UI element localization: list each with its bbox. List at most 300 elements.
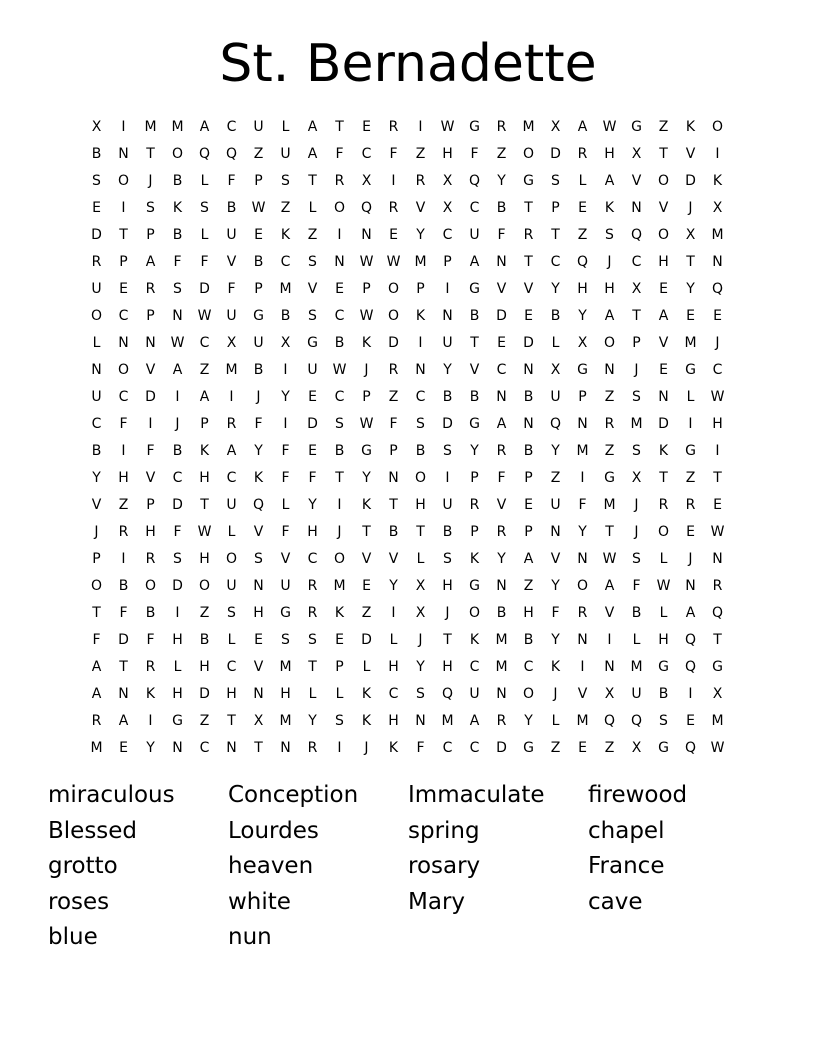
grid-letter: C	[118, 388, 129, 405]
grid-letter: C	[550, 253, 561, 270]
grid-letter: D	[658, 415, 669, 432]
grid-letter: W	[359, 415, 374, 432]
grid-letter: U	[226, 577, 237, 594]
grid-letter: H	[712, 415, 723, 432]
grid-letter: Q	[360, 199, 373, 216]
grid-letter: W	[197, 523, 212, 540]
grid-letter: K	[253, 469, 264, 486]
grid-letter: B	[523, 388, 534, 405]
grid-letter: K	[280, 226, 291, 243]
grid-letter: V	[496, 280, 507, 297]
grid-letter: N	[253, 577, 264, 594]
grid-letter: Y	[308, 712, 317, 729]
grid-letter: N	[496, 685, 507, 702]
grid-letter: S	[92, 172, 101, 189]
grid-letter: V	[253, 658, 264, 675]
grid-letter: F	[551, 604, 560, 621]
grid-letter: Y	[524, 712, 533, 729]
grid-letter: X	[685, 226, 696, 243]
grid-letter: N	[388, 469, 399, 486]
grid-letter: W	[710, 739, 725, 756]
grid-letter: R	[145, 658, 156, 675]
grid-letter: P	[119, 253, 128, 270]
grid-letter: B	[496, 199, 507, 216]
grid-letter: B	[415, 442, 426, 459]
grid-letter: M	[576, 712, 589, 729]
grid-letter: J	[445, 604, 450, 621]
grid-letter: N	[712, 253, 723, 270]
grid-letter: L	[578, 172, 587, 189]
grid-letter: L	[200, 226, 209, 243]
grid-letter: H	[199, 658, 210, 675]
grid-letter: G	[469, 577, 480, 594]
grid-letter: O	[90, 577, 103, 594]
grid-letter: W	[710, 388, 725, 405]
grid-letter: B	[172, 442, 183, 459]
grid-letter: F	[470, 145, 479, 162]
grid-letter: V	[496, 496, 507, 513]
grid-letter: V	[658, 334, 669, 351]
grid-letter: K	[172, 199, 183, 216]
grid-letter: E	[308, 442, 317, 459]
grid-letter: C	[334, 388, 345, 405]
grid-letter: S	[146, 199, 155, 216]
word-list-item: Mary	[408, 888, 466, 915]
grid-letter: U	[631, 685, 642, 702]
grid-letter: H	[442, 145, 453, 162]
grid-letter: F	[497, 469, 506, 486]
word-list-item: white	[228, 888, 291, 915]
grid-letter: W	[710, 523, 725, 540]
grid-letter: A	[199, 388, 210, 405]
grid-letter: F	[119, 604, 128, 621]
grid-letter: N	[631, 199, 642, 216]
grid-letter: V	[577, 685, 588, 702]
grid-letter: N	[577, 415, 588, 432]
grid-letter: R	[685, 496, 696, 513]
grid-letter: X	[631, 739, 642, 756]
grid-letter: R	[145, 280, 156, 297]
grid-letter: P	[254, 172, 263, 189]
grid-letter: P	[146, 307, 155, 324]
grid-letter: E	[578, 739, 587, 756]
grid-letter: P	[416, 280, 425, 297]
grid-letter: S	[443, 442, 452, 459]
grid-letter: L	[173, 658, 182, 675]
grid-letter: V	[658, 199, 669, 216]
grid-letter: M	[495, 658, 508, 675]
grid-letter: E	[524, 307, 533, 324]
grid-letter: T	[146, 145, 155, 162]
grid-letter: M	[603, 496, 616, 513]
grid-letter: R	[307, 604, 318, 621]
grid-letter: X	[361, 172, 372, 189]
grid-letter: U	[469, 685, 480, 702]
grid-letter: Y	[389, 577, 398, 594]
grid-letter: T	[200, 496, 209, 513]
grid-letter: Q	[225, 145, 238, 162]
grid-letter: U	[226, 307, 237, 324]
grid-letter: C	[334, 307, 345, 324]
grid-letter: I	[283, 415, 288, 432]
grid-letter: T	[254, 739, 263, 756]
grid-letter: D	[550, 145, 561, 162]
grid-letter: Z	[604, 739, 615, 756]
grid-letter: T	[335, 118, 344, 135]
grid-letter: T	[713, 631, 722, 648]
grid-letter: T	[443, 631, 452, 648]
grid-letter: R	[577, 604, 588, 621]
grid-letter: E	[686, 307, 695, 324]
grid-letter: X	[712, 199, 723, 216]
grid-letter: I	[607, 631, 612, 648]
grid-letter: L	[659, 550, 668, 567]
grid-letter: X	[415, 577, 426, 594]
grid-letter: L	[362, 658, 371, 675]
grid-letter: I	[283, 361, 288, 378]
grid-letter: J	[553, 685, 558, 702]
grid-letter: Q	[630, 226, 643, 243]
grid-letter: P	[146, 226, 155, 243]
grid-letter: F	[119, 415, 128, 432]
word-list-item: miraculous	[48, 782, 175, 808]
grid-letter: B	[226, 199, 237, 216]
grid-letter: R	[307, 739, 318, 756]
grid-letter: E	[578, 199, 587, 216]
grid-letter: D	[685, 172, 696, 189]
word-list-item: spring	[408, 817, 480, 844]
grid-letter: I	[715, 442, 720, 459]
grid-letter: I	[337, 226, 342, 243]
grid-letter: Z	[199, 604, 210, 621]
grid-letter: X	[631, 145, 642, 162]
grid-letter: H	[172, 685, 183, 702]
word-list-item: Immaculate	[408, 782, 545, 808]
grid-letter: Z	[415, 145, 426, 162]
grid-letter: S	[281, 631, 290, 648]
grid-letter: X	[631, 469, 642, 486]
grid-letter: M	[279, 658, 292, 675]
grid-letter: D	[145, 388, 156, 405]
grid-letter: F	[92, 631, 101, 648]
grid-letter: R	[496, 442, 507, 459]
grid-letter: M	[684, 334, 697, 351]
grid-letter: Q	[684, 658, 697, 675]
grid-letter: B	[523, 442, 534, 459]
grid-letter: P	[362, 388, 371, 405]
grid-letter: C	[496, 361, 507, 378]
grid-letter: P	[551, 199, 560, 216]
grid-letter: O	[657, 523, 670, 540]
grid-letter: Y	[416, 226, 425, 243]
grid-letter: O	[171, 145, 184, 162]
grid-letter: D	[199, 685, 210, 702]
grid-letter: H	[442, 577, 453, 594]
grid-letter: N	[712, 550, 723, 567]
grid-letter: L	[686, 388, 695, 405]
grid-letter: B	[280, 307, 291, 324]
grid-letter: Z	[658, 118, 669, 135]
grid-letter: C	[118, 307, 129, 324]
grid-letter: V	[91, 496, 102, 513]
grid-letter: D	[172, 577, 183, 594]
grid-letter: N	[496, 388, 507, 405]
grid-letter: C	[91, 415, 102, 432]
grid-letter: M	[279, 280, 292, 297]
grid-letter: H	[388, 658, 399, 675]
grid-letter: R	[604, 415, 615, 432]
grid-letter: E	[713, 307, 722, 324]
grid-letter: L	[416, 550, 425, 567]
grid-letter: F	[146, 442, 155, 459]
grid-letter: X	[253, 712, 264, 729]
grid-letter: O	[711, 118, 724, 135]
grid-letter: Z	[199, 361, 210, 378]
grid-letter: C	[226, 658, 237, 675]
grid-letter: Y	[416, 658, 425, 675]
grid-letter: Y	[551, 280, 560, 297]
grid-letter: F	[173, 523, 182, 540]
grid-letter: N	[118, 685, 129, 702]
grid-letter: K	[145, 685, 156, 702]
grid-letter: Y	[497, 550, 506, 567]
grid-letter: A	[91, 685, 102, 702]
grid-letter: L	[551, 712, 560, 729]
grid-letter: V	[280, 550, 291, 567]
grid-letter: I	[337, 739, 342, 756]
grid-letter: X	[712, 685, 723, 702]
grid-letter: G	[658, 658, 669, 675]
grid-letter: F	[416, 739, 425, 756]
grid-letter: P	[362, 280, 371, 297]
grid-letter: E	[254, 631, 263, 648]
grid-letter: D	[172, 496, 183, 513]
grid-letter: H	[388, 712, 399, 729]
grid-letter: J	[715, 334, 720, 351]
grid-letter: A	[685, 604, 696, 621]
grid-letter: J	[688, 199, 693, 216]
grid-letter: A	[469, 253, 480, 270]
grid-letter: P	[335, 658, 344, 675]
grid-letter: Q	[198, 145, 211, 162]
word-list-item: chapel	[588, 817, 665, 844]
grid-letter: D	[388, 334, 399, 351]
grid-letter: S	[281, 172, 290, 189]
grid-letter: T	[308, 172, 317, 189]
grid-letter: N	[577, 550, 588, 567]
grid-letter: O	[657, 226, 670, 243]
grid-letter: C	[523, 658, 534, 675]
grid-letter: R	[496, 523, 507, 540]
grid-letter: Z	[550, 469, 561, 486]
grid-letter: F	[281, 442, 290, 459]
grid-letter: L	[281, 118, 290, 135]
grid-letter: R	[118, 523, 129, 540]
grid-letter: H	[577, 280, 588, 297]
grid-letter: F	[173, 253, 182, 270]
grid-letter: Z	[307, 226, 318, 243]
grid-letter: E	[659, 361, 668, 378]
grid-letter: C	[442, 739, 453, 756]
grid-letter: Z	[685, 469, 696, 486]
grid-letter: Q	[711, 604, 724, 621]
grid-letter: N	[91, 361, 102, 378]
grid-letter: N	[361, 226, 372, 243]
grid-letter: I	[229, 388, 234, 405]
grid-letter: N	[415, 361, 426, 378]
grid-letter: I	[121, 442, 126, 459]
grid-letter: W	[332, 361, 347, 378]
grid-letter: R	[415, 172, 426, 189]
grid-letter: C	[172, 469, 183, 486]
grid-letter: F	[200, 253, 209, 270]
grid-letter: H	[145, 523, 156, 540]
grid-letter: I	[715, 145, 720, 162]
word-list-item: France	[588, 853, 665, 880]
word-list-item: roses	[48, 888, 110, 915]
grid-letter: Z	[199, 712, 210, 729]
grid-letter: T	[686, 253, 695, 270]
grid-letter: N	[280, 739, 291, 756]
grid-letter: I	[175, 388, 180, 405]
grid-letter: B	[334, 442, 345, 459]
grid-letter: G	[658, 739, 669, 756]
grid-letter: Y	[578, 523, 587, 540]
grid-letter: U	[307, 361, 318, 378]
grid-letter: U	[226, 226, 237, 243]
grid-letter: R	[307, 577, 318, 594]
grid-letter: P	[254, 280, 263, 297]
grid-letter: N	[118, 334, 129, 351]
grid-letter: L	[335, 685, 344, 702]
grid-letter: Z	[280, 199, 291, 216]
grid-letter: B	[496, 604, 507, 621]
grid-letter: O	[198, 577, 211, 594]
grid-letter: R	[334, 172, 345, 189]
grid-letter: U	[550, 496, 561, 513]
grid-letter: H	[658, 631, 669, 648]
grid-letter: F	[227, 280, 236, 297]
grid-letter: H	[415, 496, 426, 513]
grid-letter: O	[603, 334, 616, 351]
grid-letter: Y	[443, 361, 452, 378]
grid-letter: C	[226, 469, 237, 486]
grid-letter: O	[522, 685, 535, 702]
grid-letter: Q	[549, 415, 562, 432]
grid-letter: G	[307, 334, 318, 351]
grid-letter: E	[119, 739, 128, 756]
grid-letter: U	[91, 388, 102, 405]
grid-letter: Z	[118, 496, 129, 513]
grid-letter: A	[226, 442, 237, 459]
grid-letter: A	[577, 118, 588, 135]
grid-letter: I	[418, 118, 423, 135]
grid-letter: K	[361, 712, 372, 729]
grid-letter: N	[685, 577, 696, 594]
word-list-item: cave	[588, 888, 643, 915]
grid-letter: W	[602, 118, 617, 135]
grid-letter: J	[256, 388, 261, 405]
grid-letter: V	[226, 253, 237, 270]
letter-grid	[83, 113, 733, 761]
grid-letter: C	[415, 388, 426, 405]
grid-letter: L	[281, 496, 290, 513]
grid-letter: Q	[441, 685, 454, 702]
grid-letter: O	[387, 280, 400, 297]
grid-letter: R	[388, 118, 399, 135]
grid-letter: W	[656, 577, 671, 594]
grid-letter: M	[711, 712, 724, 729]
grid-letter: O	[144, 577, 157, 594]
grid-letter: O	[414, 469, 427, 486]
grid-letter: Y	[362, 469, 371, 486]
grid-letter: V	[415, 199, 426, 216]
grid-letter: T	[119, 226, 128, 243]
grid-letter: P	[524, 469, 533, 486]
word-list-item: Blessed	[48, 817, 138, 844]
grid-letter: X	[91, 118, 102, 135]
grid-letter: T	[659, 469, 668, 486]
grid-letter: C	[712, 361, 723, 378]
grid-letter: Y	[551, 631, 560, 648]
grid-letter: E	[308, 388, 317, 405]
grid-letter: S	[632, 442, 641, 459]
grid-letter: E	[362, 118, 371, 135]
word-list-item: firewood	[588, 782, 688, 808]
grid-letter: S	[335, 712, 344, 729]
grid-letter: Y	[497, 172, 506, 189]
grid-letter: H	[226, 685, 237, 702]
grid-letter: R	[496, 118, 507, 135]
grid-letter: U	[253, 118, 264, 135]
grid-letter: B	[442, 388, 453, 405]
grid-letter: M	[711, 226, 724, 243]
grid-letter: D	[307, 415, 318, 432]
grid-letter: H	[172, 631, 183, 648]
grid-letter: X	[631, 280, 642, 297]
grid-letter: T	[524, 253, 533, 270]
grid-letter: L	[308, 685, 317, 702]
grid-letter: X	[550, 118, 561, 135]
grid-letter: A	[199, 118, 210, 135]
grid-letter: N	[253, 685, 264, 702]
grid-letter: H	[118, 469, 129, 486]
grid-letter: A	[91, 658, 102, 675]
grid-letter: C	[280, 253, 291, 270]
grid-letter: Q	[684, 631, 697, 648]
word-list-item: Lourdes	[228, 817, 319, 844]
grid-letter: E	[686, 523, 695, 540]
grid-letter: R	[469, 496, 480, 513]
grid-letter: N	[226, 739, 237, 756]
grid-letter: P	[92, 550, 101, 567]
grid-letter: T	[551, 226, 560, 243]
grid-letter: A	[604, 577, 615, 594]
grid-letter: H	[199, 550, 210, 567]
grid-letter: K	[658, 442, 669, 459]
grid-letter: W	[602, 550, 617, 567]
grid-letter: F	[281, 523, 290, 540]
grid-letter: J	[148, 172, 153, 189]
grid-letter: H	[280, 685, 291, 702]
grid-letter: V	[145, 361, 156, 378]
grid-letter: D	[442, 415, 453, 432]
grid-letter: B	[388, 523, 399, 540]
grid-letter: I	[418, 334, 423, 351]
grid-letter: F	[389, 415, 398, 432]
grid-letter: D	[199, 280, 210, 297]
grid-letter: Q	[630, 712, 643, 729]
